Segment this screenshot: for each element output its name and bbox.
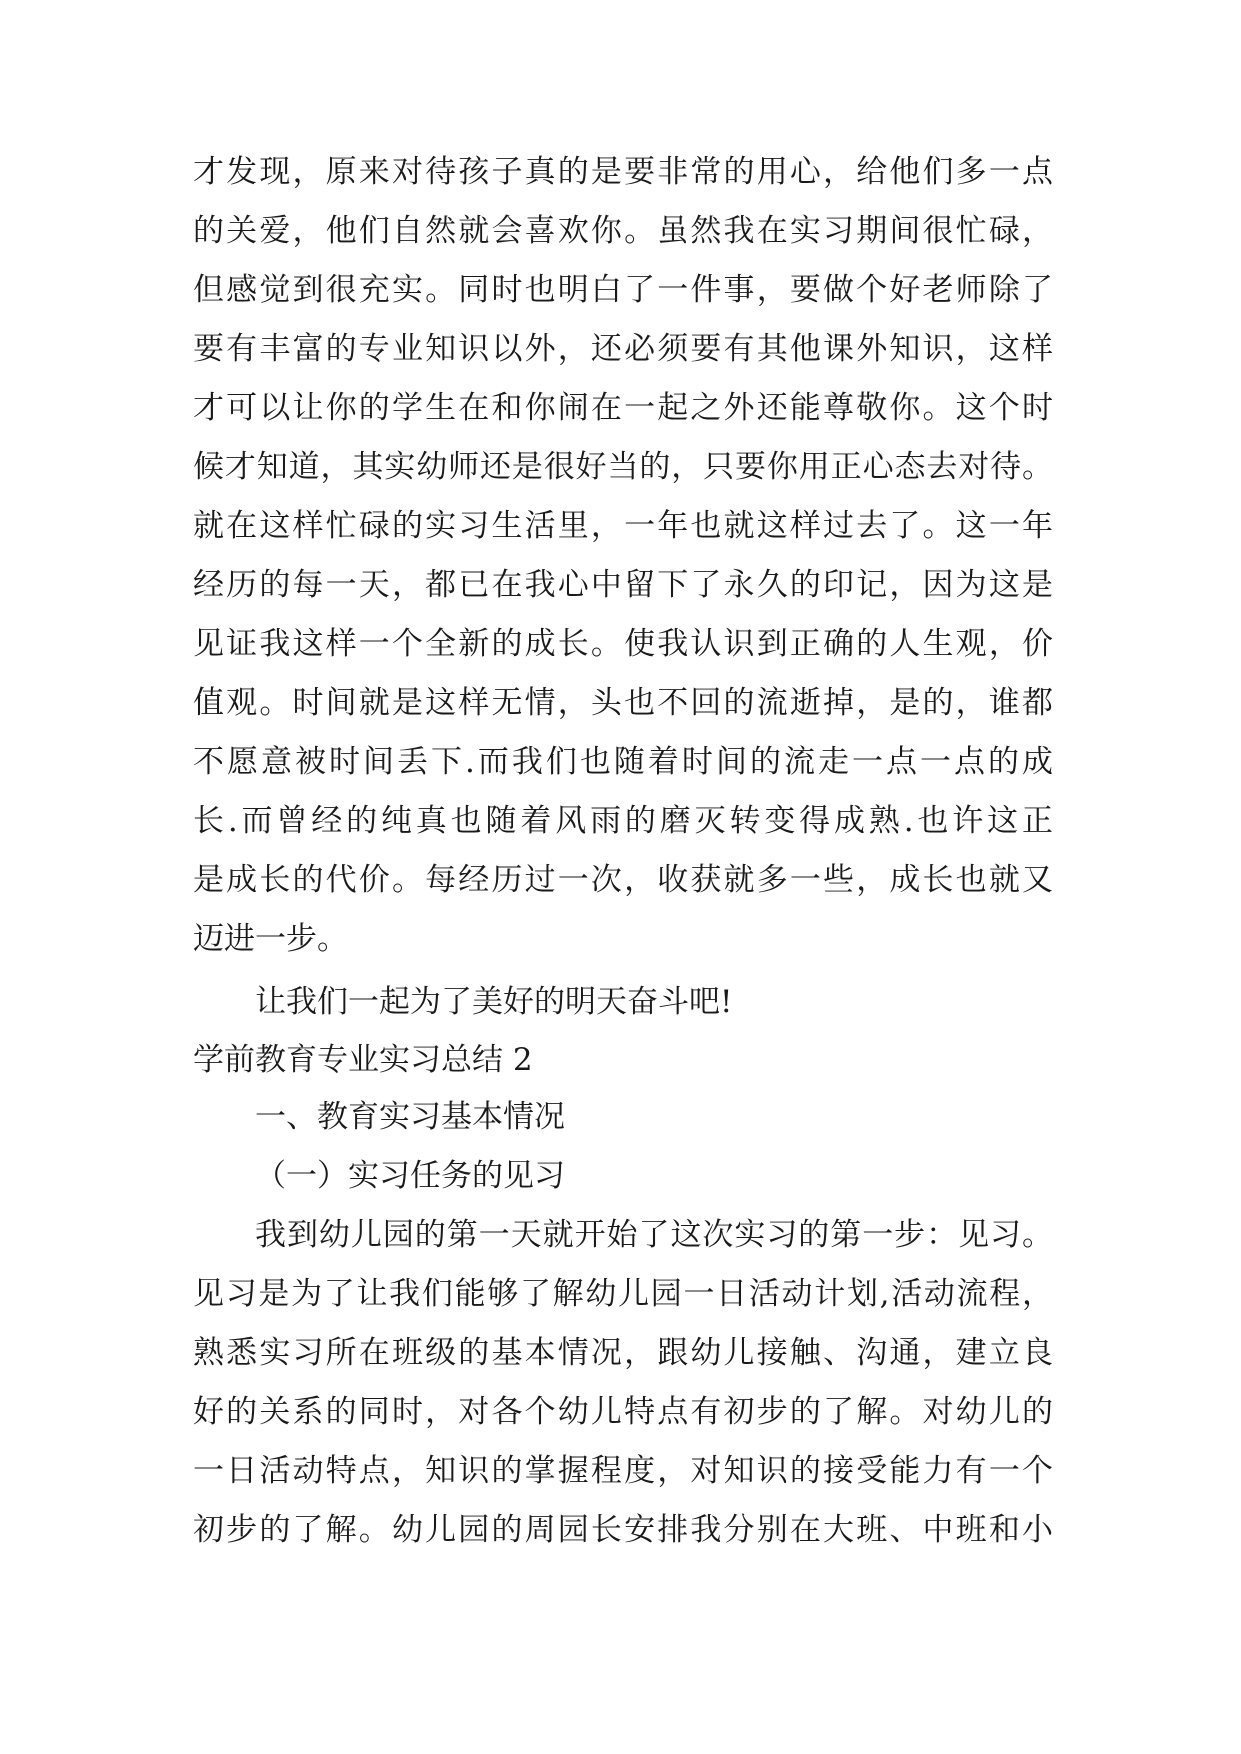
paragraph-line: 见习是为了让我们能够了解幼儿园一日活动计划,活动流程， <box>193 1276 1053 1312</box>
paragraph-line: 初步的了解。幼儿园的周园长安排我分别在大班、中班和小 <box>193 1512 1053 1548</box>
paragraph-line: 候才知道，其实幼师还是很好当的，只要你用正心态去对待。 <box>193 449 1053 485</box>
paragraph-line: 迈进一步。 <box>193 921 348 957</box>
paragraph-line: 是成长的代价。每经历过一次，收获就多一些，成长也就又 <box>193 862 1053 898</box>
paragraph-line: 才可以让你的学生在和你闹在一起之外还能尊敬你。这个时 <box>193 390 1053 426</box>
paragraph-line: 但感觉到很充实。同时也明白了一件事，要做个好老师除了 <box>193 272 1053 308</box>
section-title: 学前教育专业实习总结 2 <box>193 1042 533 1078</box>
paragraph-line: 经历的每一天，都已在我心中留下了永久的印记，因为这是 <box>193 567 1053 603</box>
paragraph-line: 的关爱，他们自然就会喜欢你。虽然我在实习期间很忙碌， <box>193 213 1053 249</box>
heading-internship-observation: （一）实习任务的见习 <box>255 1158 565 1194</box>
paragraph-line: 见证我这样一个全新的成长。使我认识到正确的人生观，价 <box>193 626 1053 662</box>
paragraph-line: 好的关系的同时，对各个幼儿特点有初步的了解。对幼儿的 <box>193 1394 1053 1430</box>
paragraph-line: 熟悉实习所在班级的基本情况，跟幼儿接触、沟通，建立良 <box>193 1335 1053 1371</box>
paragraph-line: 不愿意被时间丢下.而我们也随着时间的流走一点一点的成 <box>193 744 1053 780</box>
paragraph-line: 值观。时间就是这样无情，头也不回的流逝掉，是的，谁都 <box>193 685 1053 721</box>
paragraph-line: 我到幼儿园的第一天就开始了这次实习的第一步：见习。 <box>255 1217 1053 1253</box>
paragraph-line: 一日活动特点，知识的掌握程度，对知识的接受能力有一个 <box>193 1453 1053 1489</box>
paragraph-line: 长.而曾经的纯真也随着风雨的磨灭转变得成熟.也许这正 <box>193 803 1053 839</box>
paragraph-line: 要有丰富的专业知识以外，还必须要有其他课外知识，这样 <box>193 331 1053 367</box>
closing-line: 让我们一起为了美好的明天奋斗吧! <box>255 984 733 1020</box>
paragraph-line: 就在这样忙碌的实习生活里，一年也就这样过去了。这一年 <box>193 508 1053 544</box>
paragraph-line: 才发现，原来对待孩子真的是要非常的用心，给他们多一点 <box>193 154 1053 190</box>
heading-basic-situation: 一、教育实习基本情况 <box>255 1099 565 1135</box>
